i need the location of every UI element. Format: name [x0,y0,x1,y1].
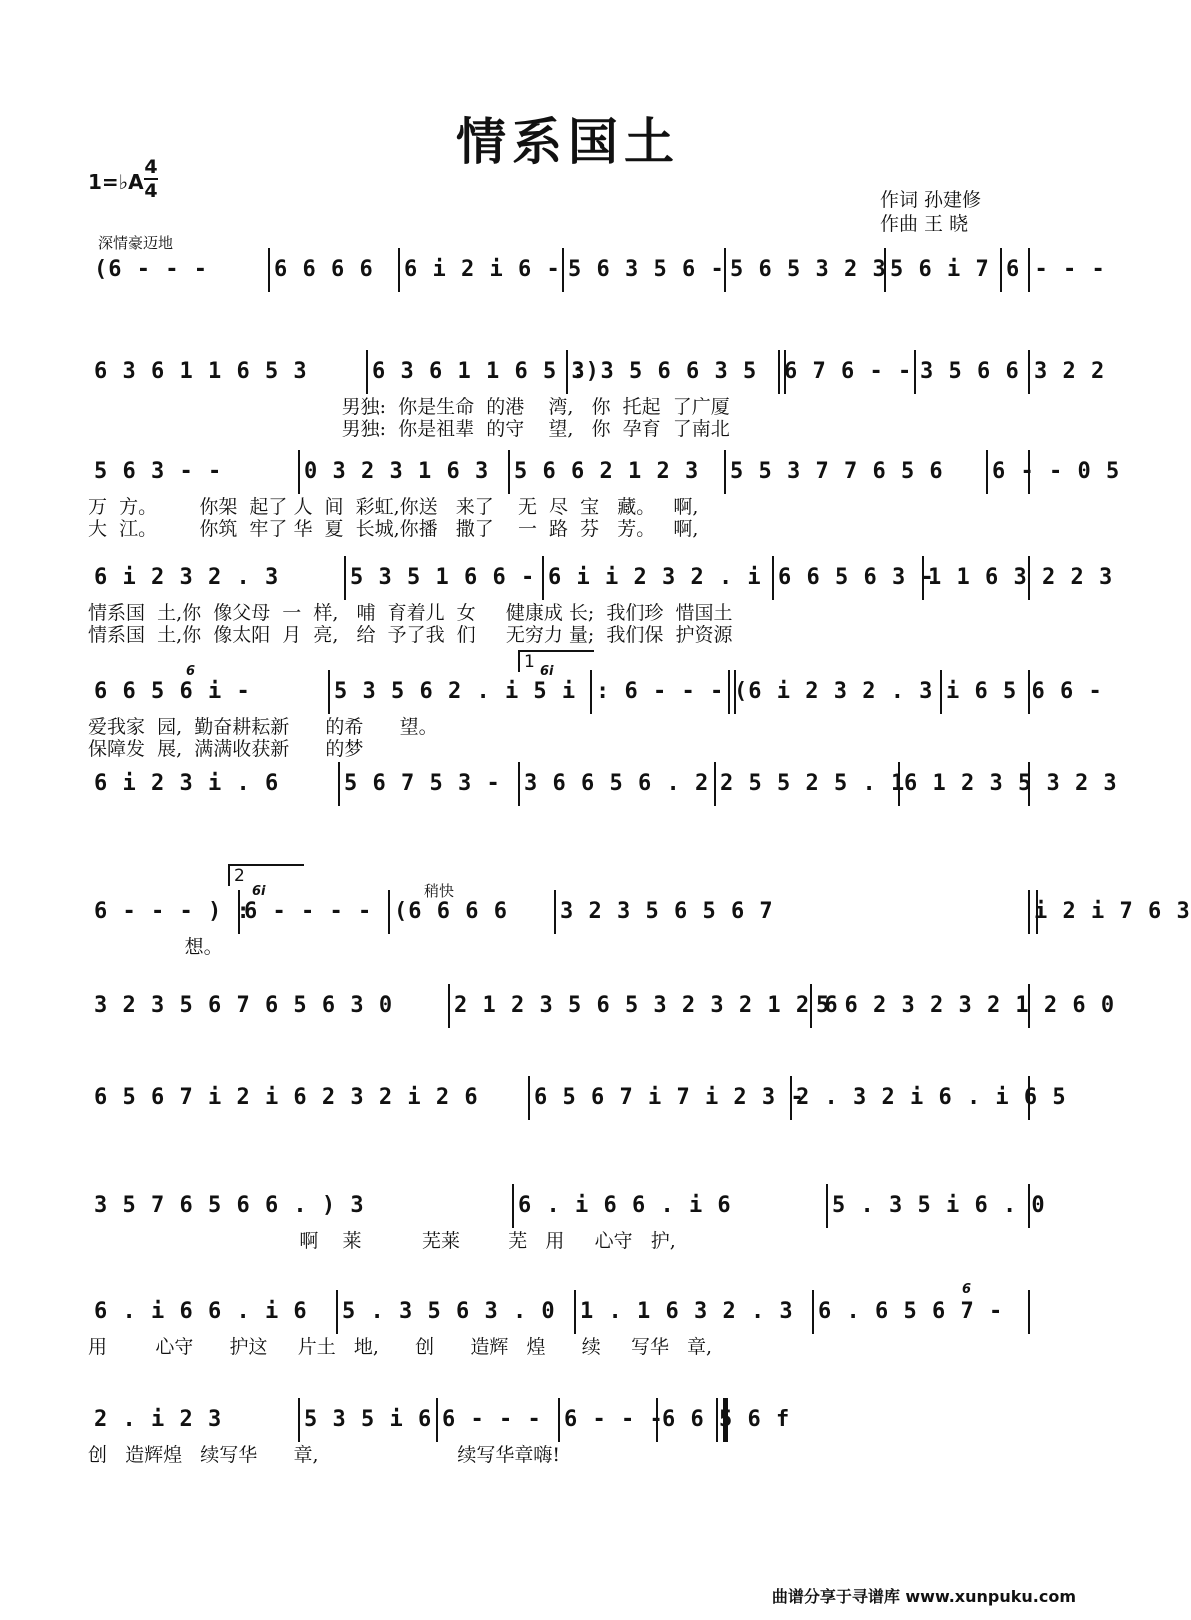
measure: 6 i 2 i 6 - [404,257,561,282]
measure: 6 6 5 6 f [662,1407,791,1432]
measure: 2 5 5 2 5 . 1 [720,771,906,796]
tempo-marking: 深情豪迈地 [98,234,174,252]
lyric-line: 想。 [88,936,223,958]
bar-line [812,1290,814,1334]
measure: 5 6 6 2 1 2 3 [514,459,700,484]
measure: 1 1 6 3 2 2 3 [928,565,1114,590]
measure: 6 6 5 6 i - [94,679,251,704]
measure: 0 3 2 3 1 6 3 [304,459,490,484]
measure: 6 . 6 5 6 7 - [818,1299,1004,1324]
measure: 5 6 3 - - [94,459,223,484]
meter-top: 4 [144,156,158,178]
measure: 5 6 5 3 2 3 [730,257,887,282]
bar-line [1028,1290,1030,1334]
bar-line [436,1398,438,1442]
volta-second-ending: 2 [228,864,304,886]
bar-line [338,762,340,806]
measure: 6 i i 2 3 2 . i [548,565,762,590]
measure: 6 3 6 1 1 6 5 3) [372,359,600,384]
bar-line [554,890,556,934]
bar-line [1000,248,1002,292]
bar-line [558,1398,560,1442]
bar-line [1028,450,1030,494]
lyric-line: 啊 莱 芜莱 芜 用 心守 护, [88,1230,676,1252]
measure: 6 6 6 6 [274,257,374,282]
bar-line [772,556,774,600]
bar-line [518,762,520,806]
measure: i 2 i 7 6 3 [1034,899,1191,924]
bar-line [986,450,988,494]
measure: (6 i 2 3 2 . 3 [734,679,934,704]
measure: 6 . i 6 6 . i 6 [518,1193,732,1218]
notation-line [88,254,1106,286]
notation-line [88,676,1103,708]
measure: 3 5 6 6 3 2 2 [920,359,1106,384]
bar-line [1028,1184,1030,1228]
measure: 5 3 5 1 6 6 - [350,565,536,590]
bar-line [790,1076,792,1120]
grace-note: 6 [186,664,196,679]
measure: 6 3 6 1 1 6 5 3 [94,359,308,384]
measure: 5 6 3 5 6 - [568,257,725,282]
bar-line [512,1184,514,1228]
lyric-line: 用 心守 护这 片土 地, 创 造辉 煌 续 写华 章, [88,1336,713,1358]
bar-line [1028,762,1030,806]
bar-line [826,1184,828,1228]
song-title: 情系国土 [456,112,680,171]
measure: 6 - - - [564,1407,664,1432]
bar-line [810,984,812,1028]
measure: 6 7 6 - - [784,359,913,384]
measure: 2 . 3 2 i 6 . i 6 5 [796,1085,1067,1110]
bar-line [298,1398,300,1442]
notation-line [88,1296,1036,1328]
bar-line [898,762,900,806]
bar-line [1028,556,1030,600]
bar-line [448,984,450,1028]
measure: 3 2 3 5 6 5 6 7 [560,899,774,924]
bar-line [336,1290,338,1334]
measure: (6 - - - [94,257,208,282]
measure: : 3 5 6 6 3 5 [572,359,758,384]
measure: 5 6 2 3 2 3 2 1 2 6 0 [816,993,1116,1018]
measure: 6 5 6 7 i 2 i 6 2 3 2 i 2 6 [94,1085,479,1110]
measure: 6 - - - - [244,899,373,924]
bar-line [298,450,300,494]
measure: 6 - - 0 5 [992,459,1121,484]
volta-first-ending: 1 [518,650,594,672]
measure: 6 - - - [442,1407,542,1432]
bar-line [922,556,924,600]
bar-line [366,350,368,394]
notation-line [88,990,1116,1022]
measure: 5 . 3 5 6 3 . 0 [342,1299,556,1324]
bar-line [1028,1076,1030,1120]
bar-line [388,890,390,934]
measure: 6 . i 6 6 . i 6 [94,1299,308,1324]
measure: 5 3 5 i 6 [304,1407,433,1432]
measure: (6 6 6 6 [394,899,508,924]
measure: 1 . 1 6 3 2 . 3 [580,1299,794,1324]
lyricist-credit: 作词 孙建修 [880,189,982,211]
lyric-line: 保障发 展, 满满收获新 的梦 [88,738,364,760]
measure: 6 i 2 3 2 . 3 [94,565,280,590]
bar-line [716,1398,728,1442]
measure: 5 6 i 7 [890,257,990,282]
measure: 3 2 3 5 6 7 6 5 6 3 0 [94,993,394,1018]
bar-line [1028,890,1030,934]
bar-line [714,762,716,806]
bar-line [590,670,592,714]
bar-line [914,350,916,394]
lyric-line: 万 方。 你架 起了 人 间 彩虹,你送 来了 无 尽 宝 藏。 啊, [88,496,699,518]
bar-line [562,248,564,292]
time-signature [142,156,160,202]
bar-line [268,248,270,292]
tempo-marking-faster: 稍快 [424,882,455,900]
notation-line [88,1190,1046,1222]
bar-line [1028,350,1030,394]
measure: 5 5 3 7 7 6 5 6 [730,459,944,484]
key-signature: 1=♭A [88,170,144,194]
measure: 6 i 2 3 i . 6 [94,771,280,796]
meter-bottom: 4 [144,180,158,202]
bar-line [328,670,330,714]
lyric-line: 爱我家 园, 勤奋耕耘新 的希 望。 [88,716,438,738]
notation-line [88,896,1191,928]
bar-line [1028,248,1030,292]
bar-line [1028,984,1030,1028]
measure: 5 3 5 6 2 . i 5 i [334,679,577,704]
bar-line [940,670,942,714]
bar-line [542,556,544,600]
measure: i 6 5 6 6 - [946,679,1103,704]
site-watermark: 曲谱分享于寻谱库 www.xunpuku.com [771,1587,1076,1606]
measure: 6 - - - ) : [94,899,251,924]
measure: 6 6 5 6 3 - [778,565,935,590]
bar-line [238,890,240,934]
lyric-line: 创 造辉煌 续写华 章, 续写华章嗨! [88,1444,561,1466]
measure: 2 . i 2 3 [94,1407,223,1432]
lyric-line: 情系国 土,你 像太阳 月 亮, 给 予了我 们 无穷力 量; 我们保 护资源 [88,624,733,646]
measure: 6 1 2 3 5 3 2 3 [904,771,1118,796]
measure: 3 5 7 6 5 6 6 . ) 3 [94,1193,365,1218]
notation-line [88,1404,1036,1436]
lyric-line: 大 江。 你筑 牢了 华 夏 长城,你播 撒了 一 路 芬 芳。 啊, [88,518,699,540]
measure: 6 - - - [1006,257,1106,282]
bar-line [724,248,726,292]
grace-note-6i: 6i [540,664,554,679]
bar-line [884,248,886,292]
bar-line [528,1076,530,1120]
measure: 2 1 2 3 5 6 5 3 2 3 2 1 2 6 [454,993,839,1018]
lyric-line: 情系国 土,你 像父母 一 样, 哺 育着儿 女 健康成 长; 我们珍 惜国土 [88,602,733,624]
bar-line [566,350,568,394]
notation-line [88,456,1121,488]
composer-credit: 作曲 王 晓 [880,213,969,235]
grace-note-2: 6 [962,1282,972,1297]
notation-line [88,768,1118,800]
bar-line [724,450,726,494]
measure: 6 5 6 7 i 7 i 2 3 - [534,1085,805,1110]
bar-line [344,556,346,600]
measure: : 6 - - - [596,679,725,704]
bar-line [656,1398,658,1442]
bar-line [398,248,400,292]
lyric-line: 男独: 你是祖辈 的守 望, 你 孕育 了南北 [88,418,730,440]
measure: 5 6 7 5 3 - [344,771,501,796]
credits [880,188,981,236]
bar-line [1036,890,1038,934]
notation-line [88,356,1106,388]
notation-line [88,562,1114,594]
bar-line [574,1290,576,1334]
lyric-line: 男独: 你是生命 的港 湾, 你 托起 了广厦 [88,396,730,418]
measure: 3 6 6 5 6 . 2 [524,771,710,796]
measure: 5 . 3 5 i 6 . 0 [832,1193,1046,1218]
bar-line [1028,670,1030,714]
notation-line [88,1082,1067,1114]
bar-line [508,450,510,494]
grace-note-6i-2: 6i [252,884,266,899]
